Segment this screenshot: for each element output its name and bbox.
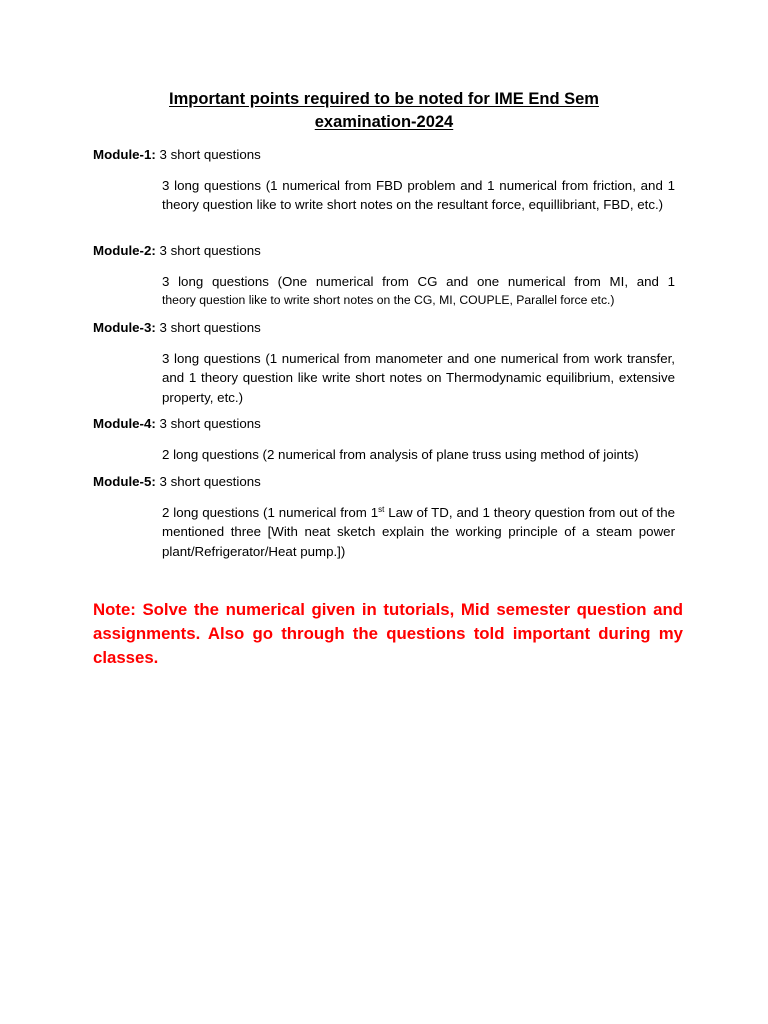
module-1-heading [93, 146, 261, 164]
module-5-superscript: st [378, 505, 385, 514]
module-2-short-questions: 3 short questions [159, 243, 261, 258]
module-5-label: Module-5: [93, 474, 156, 489]
module-3-short-questions: 3 short questions [159, 320, 261, 335]
module-5-long-part-b: Law of TD, and 1 theory question from out of the mentioned three [With neat sketch explain the working principle of a steam power plant/Refrigerator/Heat pump.]) [162, 505, 675, 559]
module-4-heading [93, 415, 261, 433]
module-3-label: Module-3: [93, 320, 156, 335]
module-1-short-questions: 3 short questions [159, 147, 261, 162]
module-2-long-line-1: 3 long questions (One numerical from CG and one numerical from MI, and 1 [162, 274, 675, 289]
module-4-short-questions: 3 short questions [159, 416, 261, 431]
module-2-long-line-2: theory question like to write short notes on the CG, MI, COUPLE, Parallel force etc.) [162, 293, 615, 308]
module-1-long-questions: 3 long questions (1 numerical from FBD problem and 1 numerical from friction, and 1 theory question like to write short notes on the resultant force, equillibriant, FBD, etc.) [162, 178, 675, 213]
module-3-heading [93, 319, 261, 337]
document-title [120, 88, 648, 134]
module-5-long-part-a: 2 long questions (1 numerical from 1 [162, 505, 379, 520]
module-2-heading [93, 242, 261, 260]
module-2-long-questions [162, 272, 675, 311]
module-2-label: Module-2: [93, 243, 156, 258]
module-5-heading [93, 473, 261, 491]
module-1-label: Module-1: [93, 147, 156, 162]
important-note: Note: Solve the numerical given in tutorials, Mid semester question and assignments. Also go through the questions told important during my classes. [93, 600, 683, 667]
title-line-1: Important points required to be noted for IME End Sem [169, 90, 599, 108]
title-line-2: examination-2024 [314, 113, 454, 131]
module-3-long-questions: 3 long questions (1 numerical from manometer and one numerical from work transfer, and 1 theory question like write short notes on Thermodynamic equilibrium, extensive property, etc.) [162, 351, 675, 405]
module-5-long-questions [162, 503, 675, 561]
module-5-short-questions: 3 short questions [159, 474, 261, 489]
module-4-label: Module-4: [93, 416, 156, 431]
module-4-long-questions: 2 long questions (2 numerical from analysis of plane truss using method of joints) [162, 447, 639, 462]
